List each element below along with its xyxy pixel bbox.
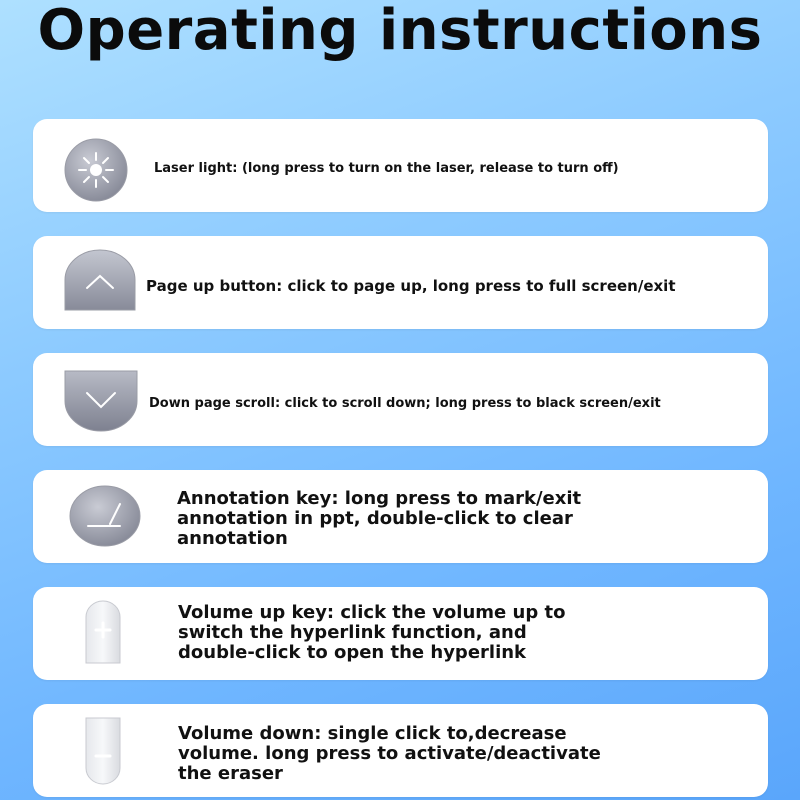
instruction-line: annotation in ppt, double-click to clear [177, 508, 573, 529]
instruction-line: Annotation key: long press to mark/exit [177, 488, 582, 509]
instruction-card-volume-up [33, 587, 768, 680]
instruction-card-annotation [33, 470, 768, 563]
page-title: Operating instructions [37, 0, 763, 63]
instruction-text-block [178, 724, 601, 784]
chevron-down-icon [63, 369, 139, 437]
instruction-card-laser [33, 119, 768, 212]
instruction-text-block [178, 603, 565, 663]
instruction-line: Volume up key: click the volume up to [178, 602, 566, 623]
pen-icon [68, 484, 142, 552]
instruction-text: Page up button: click to page up, long press to full screen/exit [146, 277, 676, 295]
laser-icon [63, 137, 129, 207]
instruction-line: the eraser [178, 763, 283, 784]
chevron-up-icon [63, 248, 137, 316]
plus-icon [84, 599, 122, 669]
minus-icon [84, 716, 122, 790]
instruction-card-page-down [33, 353, 768, 446]
instruction-text: Laser light: (long press to turn on the laser, release to turn off) [154, 161, 619, 176]
instruction-line: annotation [177, 528, 288, 549]
instruction-line: volume. long press to activate/deactivate [178, 743, 601, 764]
instruction-line: Volume down: single click to,decrease [178, 723, 567, 744]
instruction-text-block [177, 489, 581, 549]
instruction-line: double-click to open the hyperlink [178, 642, 527, 663]
instruction-card-page-up [33, 236, 768, 329]
instruction-text: Down page scroll: click to scroll down; long press to black screen/exit [149, 396, 661, 411]
instruction-card-volume-down [33, 704, 768, 797]
instruction-line: switch the hyperlink function, and [178, 622, 527, 643]
